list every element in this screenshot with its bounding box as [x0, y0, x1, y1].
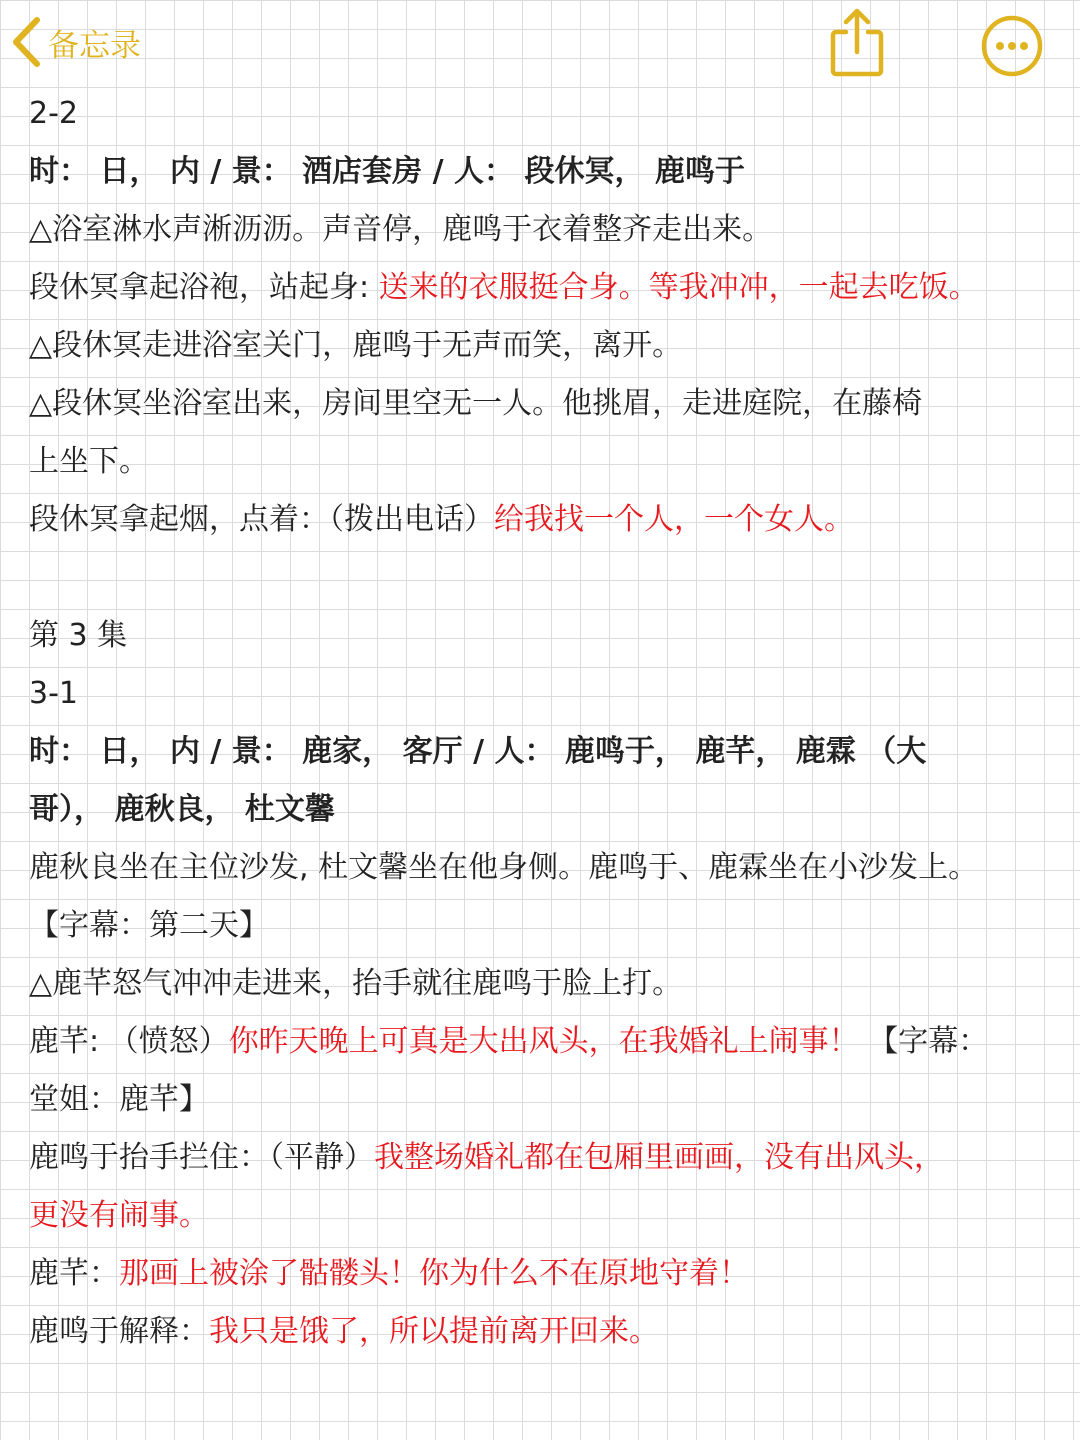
speaker-text: 段休冥拿起烟，点着：（拨出电话） — [29, 502, 494, 537]
action-line: 上坐下。 — [29, 444, 149, 479]
dialogue-text: 我整场婚礼都在包厢里画画，没有出风头， — [374, 1140, 944, 1175]
scene-heading: 时： 日， 内 / 景： 酒店套房 / 人： 段休冥， 鹿鸣于 — [29, 154, 745, 189]
caption-line: 【字幕：第二天】 — [29, 908, 269, 943]
dialogue-line — [29, 491, 1059, 549]
scene-number: 3-1 — [29, 676, 78, 711]
nav-bar — [0, 0, 1080, 90]
dialogue-text: 那画上被涂了骷髅头！你为什么不在原地守着！ — [119, 1256, 749, 1291]
caption-line: 堂姐：鹿芊】 — [29, 1082, 209, 1117]
dialogue-line — [29, 1013, 1059, 1071]
speaker-text: 鹿鸣于抬手拦住：（平静） — [29, 1140, 374, 1175]
scene-number: 2-2 — [29, 96, 78, 131]
dialogue-text: 我只是饿了，所以提前离开回来。 — [209, 1314, 659, 1349]
action-line: 鹿秋良坐在主位沙发, 杜文馨坐在他身侧。鹿鸣于、鹿霖坐在小沙发上。 — [29, 850, 979, 885]
dialogue-line — [29, 1303, 1059, 1361]
dialogue-text: 给我找一个人，一个女人。 — [494, 502, 854, 537]
speaker-text: 鹿芊: （愤怒） — [29, 1024, 229, 1059]
action-line: △浴室淋水声淅沥沥。声音停，鹿鸣于衣着整齐走出来。 — [29, 212, 773, 247]
dialogue-text: 更没有闹事。 — [29, 1198, 209, 1233]
chevron-left-icon — [10, 16, 42, 68]
share-icon — [826, 63, 888, 82]
action-line: △鹿芊怒气冲冲走进来，抬手就往鹿鸣于脸上打。 — [29, 966, 683, 1001]
more-icon — [980, 63, 1044, 82]
more-button[interactable] — [980, 14, 1044, 78]
speaker-text: 鹿芊： — [29, 1256, 119, 1291]
dialogue-text: 你昨天晚上可真是大出风头，在我婚礼上闹事！ — [228, 1024, 859, 1059]
dialogue-line — [29, 259, 1059, 317]
episode-title: 第 3 集 — [29, 618, 128, 653]
scene-heading: 时： 日， 内 / 景： 鹿家， 客厅 / 人： 鹿鸣于， 鹿芊， 鹿霖 （大 — [29, 734, 927, 769]
share-button[interactable] — [826, 6, 888, 78]
back-button[interactable] — [10, 14, 141, 70]
dialogue-line — [29, 1245, 1059, 1303]
caption-text: 【字幕： — [858, 1024, 989, 1059]
blank-line — [29, 549, 1059, 607]
speaker-text: 段休冥拿起浴袍，站起身: — [29, 270, 379, 305]
dialogue-text: 送来的衣服挺合身。等我冲冲，一起去吃饭。 — [378, 270, 979, 305]
back-label: 备忘录 — [48, 27, 141, 64]
dialogue-line — [29, 1129, 1059, 1187]
speaker-text: 鹿鸣于解释： — [29, 1314, 209, 1349]
scene-heading: 哥）， 鹿秋良， 杜文馨 — [29, 792, 335, 827]
action-line: △段休冥走进浴室关门，鹿鸣于无声而笑，离开。 — [29, 328, 683, 363]
note-body[interactable] — [29, 85, 1059, 1361]
action-line: △段休冥坐浴室出来，房间里空无一人。他挑眉，走进庭院，在藤椅 — [29, 386, 923, 421]
